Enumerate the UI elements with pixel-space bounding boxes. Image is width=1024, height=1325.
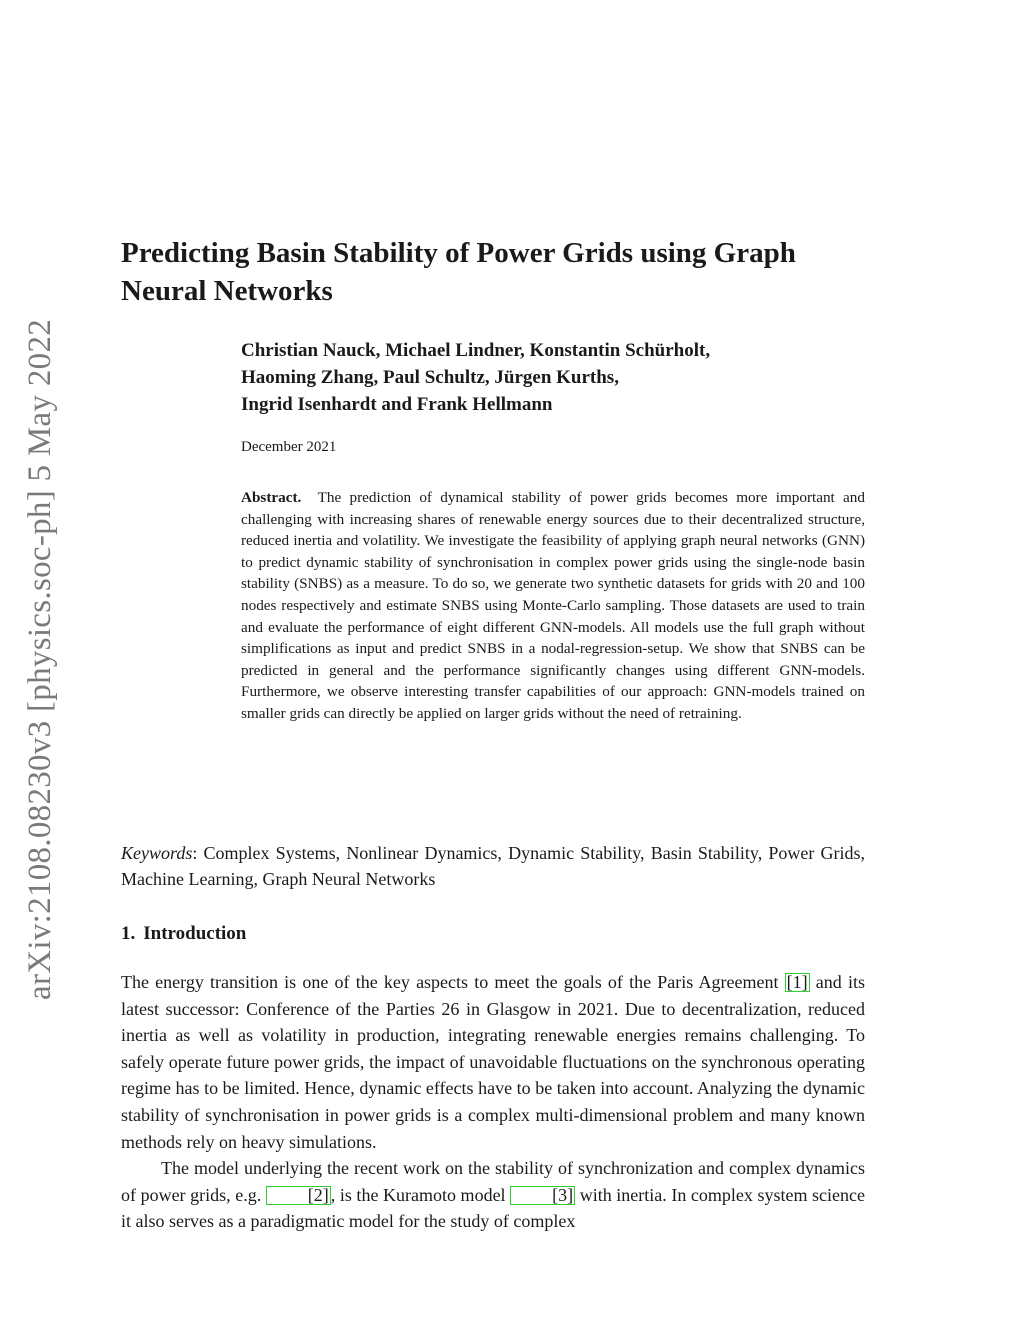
- paragraph-text: , is the Kuramoto model: [330, 1184, 511, 1205]
- citation-number: 2: [313, 1184, 323, 1205]
- author-line: Haoming Zhang, Paul Schultz, Jürgen Kurths,: [241, 367, 619, 388]
- paragraph-text: The model underlying the recent work on the stability of synchronization and complex dynamics of power grids, e.g.: [121, 1158, 865, 1205]
- keywords: [121, 840, 865, 892]
- citation-number: 3: [558, 1184, 568, 1205]
- author-list: [241, 337, 861, 418]
- section-title: Introduction: [143, 923, 247, 944]
- paragraph: [121, 1155, 865, 1235]
- citation-link[interactable]: [3]: [510, 1186, 575, 1205]
- paper-title: Predicting Basin Stability of Power Grids using Graph Neural Networks: [121, 237, 796, 307]
- arxiv-identifier: arXiv:2108.08230v3 [physics.soc-ph] 5 May 2022: [22, 318, 58, 1000]
- abstract-label: Abstract.: [241, 489, 302, 506]
- author-line: Christian Nauck, Michael Lindner, Konstantin Schürholt,: [241, 340, 711, 361]
- paragraph-text: and its latest successor: Conference of the Parties 26 in Glasgow in 2021. Due to decentralization, reduced inertia as well as volatility in production, integrating renewable energies remains challenging. To safely operate future power grids, the impact of unavoidable fluctuations on the synchronous operating regime has to be limited. Hence, dynamic effects have to be taken into account. Analyzing the dynamic stability of synchronisation in power grids is a complex multi-dimensional problem and many known methods rely on heavy simulations.: [121, 972, 865, 1152]
- citation-number: 1: [792, 972, 802, 992]
- introduction-body: [121, 969, 865, 1235]
- abstract-text: The prediction of dynamical stability of power grids becomes more important and challenging with increasing shares of renewable energy sources due to their decentralized structure, reduced inertia and volatility. We investigate the feasibility of applying graph neural networks (GNN) to predict dynamic stability of synchronisation in complex power grids using the single-node basin stability (SNBS) as a measure. To do so, we generate two synthetic datasets for grids with 20 and 100 nodes respectively and estimate SNBS using Monte-Carlo sampling. Those datasets are used to train and evaluate the performance of eight different GNN-models. All models use the full graph without simplifications as input and predict SNBS in a nodal-regression-setup. We show that SNBS can be predicted in general and the performance significantly changes using different GNN-models. Furthermore, we observe interesting transfer capabilities of our approach: GNN-models trained on smaller grids can directly be applied on larger grids without the need of retraining.: [241, 489, 865, 722]
- paragraph-text: with inertia. In complex system science it also serves as a paradigmatic model for the study of complex: [121, 1184, 866, 1232]
- section-heading: [121, 923, 246, 945]
- publication-date: December 2021: [241, 439, 337, 455]
- citation-link[interactable]: [1]: [786, 972, 808, 992]
- author-line: Ingrid Isenhardt and Frank Hellmann: [241, 394, 553, 415]
- section-number: 1.: [121, 923, 136, 944]
- citation-link[interactable]: [2]: [266, 1186, 331, 1205]
- paragraph-text: The energy transition is one of the key aspects to meet the goals of the Paris Agreement: [121, 972, 785, 992]
- keywords-text: : Complex Systems, Nonlinear Dynamics, Dynamic Stability, Basin Stability, Power Grids, Machine Learning, Graph Neural Networks: [121, 843, 865, 889]
- keywords-label: Keywords: [121, 843, 193, 863]
- paragraph: [121, 969, 865, 1155]
- abstract: [241, 487, 865, 725]
